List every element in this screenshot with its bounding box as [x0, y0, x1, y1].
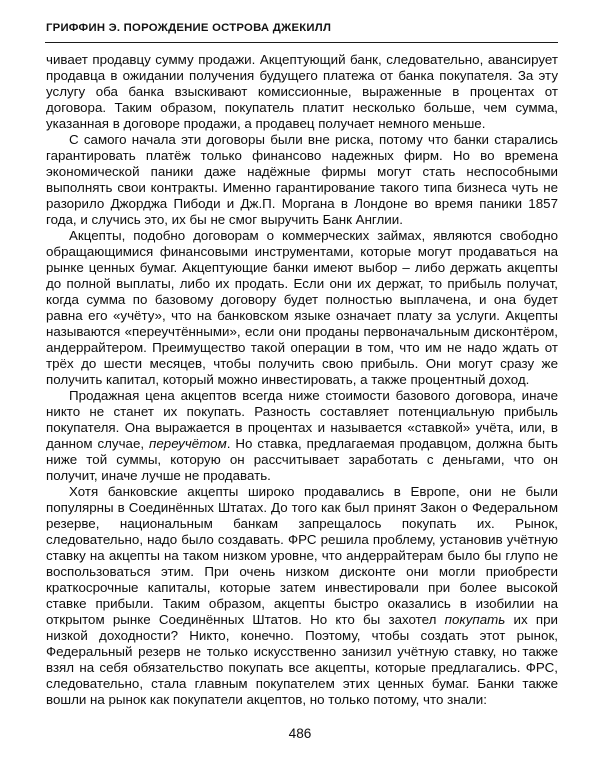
paragraph-4-tail: . Но ставка, предлагаемая продавцом, должна быть ниже той суммы, которую он рассчитывает заработать с деньгами, что он получит, иначе лучше не продавать. — [46, 436, 558, 483]
running-header: ГРИФФИН Э. ПОРОЖДЕНИЕ ОСТРОВА ДЖЕКИЛЛ — [46, 22, 332, 34]
page-number: 486 — [288, 726, 312, 741]
paragraph-4 — [46, 388, 558, 484]
paragraph-5 — [46, 484, 558, 708]
paragraph-5-lead: Хотя банковские акцепты широко продавались в Европе, они не были популярны в Соединённых Штатах. До того как был принят Закон о Федеральном резерве, национальным банкам запрещалось покупать их. Рынок, следовательно, надо было создавать. ФРС решила проблему, установив учётную ставку на акцепты на таком низком уровне, что андеррайтерам было бы глупо не воспользоваться этим. При очень низком дисконте они могли приобрести краткосрочные капиталы, которые затем инвестировали при более высокой ставке прибыли. Таким образом, акцепты быстро оказались в изобилии на открытом рынке Соединённых Штатов. Но кто бы захотел — [46, 484, 558, 627]
paragraph-2: С самого начала эти договоры были вне риска, потому что банки старались гарантировать платёж только финансово надежных фирм. Но во времена экономической паники даже надёжные фирмы могут стать неспособными выполнять свои контракты. Именно гарантирование такого типа бизнеса чуть не разорило Джорджа Пибоди и Дж.П. Моргана в Лондоне во время паники 1857 года, и случись это, их бы не смог выручить Банк Англии. — [46, 132, 558, 227]
paragraph-1: чивает продавцу сумму продажи. Акцептующий банк, следовательно, авансирует продавца в ожидании получения будущего платежа от банка покупателя. За эту услугу оба банка взыскивают комиссионные, выраженные в процентах от договора. Таким образом, покупатель платит несколько больше, чем сумма, указанная в договоре продажи, а продавец получает немного меньше. — [46, 52, 558, 131]
paragraph-4-lead: Продажная цена акцептов всегда ниже стоимости базового договора, иначе никто не станет их покупать. Разность составляет потенциальную прибыль покупателя. Она выражается в процентах и называется «ставкой» учёта, или, в данном случае, — [46, 388, 558, 451]
paragraph-5-emphasis: покупать — [444, 612, 506, 627]
page-body-text — [46, 52, 558, 708]
header-divider-rule — [45, 42, 558, 43]
paragraph-3: Акцепты, подобно договорам о коммерческих займах, являются свободно обращающимися финансовыми инструментами, которые могут продаваться на рынке ценных бумаг. Акцептующие банки имеют выбор – либо держать акцепты до полной выплаты, либо их продать. Если они их держат, то прибыль получат, когда сумма по базовому договору будет полностью выплачена, и она будет равна его «учёту», что на банковском языке означает плату за услуги. Акцепты называются «переучтёнными», если они проданы первоначальным дисконтёром, андеррайтером. Преимущество такой операции в том, что им не надо ждать от трёх до шести месяцев, чтобы получить свою прибыль. Они могут сразу же получить капитал, который можно инвестировать, а также процентный доход. — [46, 228, 558, 387]
paragraph-4-emphasis: переучётом — [149, 436, 227, 451]
paragraph-5-tail: их при низкой доходности? Никто, конечно. Поэтому, чтобы создать этот рынок, Федеральный резерв не только искусственно занизил учётную ставку, но также взял на себя обязательство покупать все акцепты, которые предлагались. ФРС, следовательно, стала главным покупателем этих ценных бумаг. Банки также вошли на рынок как покупатели акцептов, но только потому, что знали: — [46, 612, 558, 707]
